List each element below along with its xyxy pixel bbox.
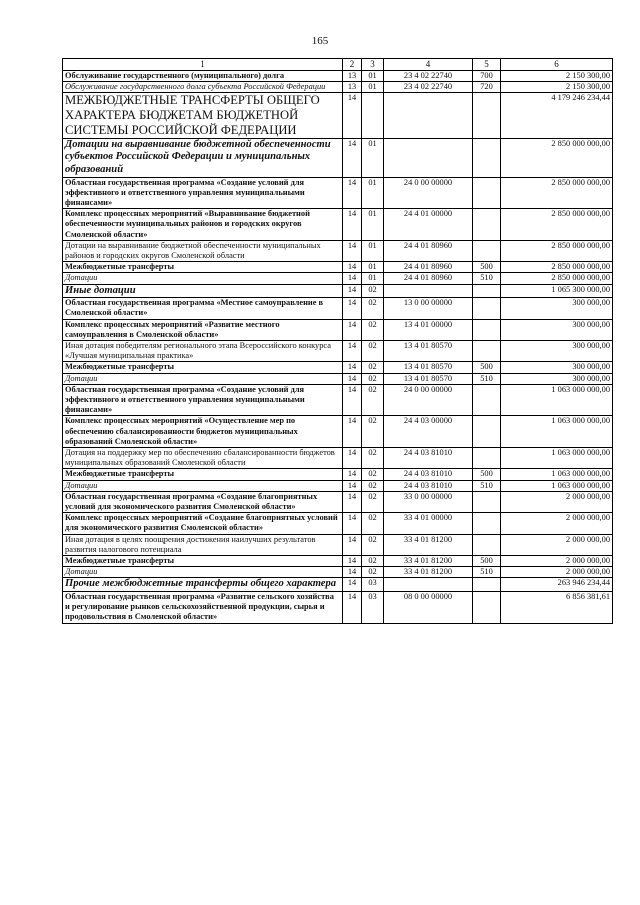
section-cell: 14 [343,209,362,241]
section-cell: 14 [343,138,362,177]
amount-cell: 6 856 381,61 [501,592,613,624]
amount-cell: 1 063 000 000,00 [501,448,613,469]
table-row [63,284,613,298]
expense-type-cell: 500 [473,362,501,373]
section-cell: 14 [343,556,362,567]
subsection-cell: 02 [362,556,384,567]
amount-cell: 2 150 300,00 [501,71,613,82]
expense-type-cell [473,341,501,362]
amount-cell: 2 850 000 000,00 [501,138,613,177]
table-row [63,534,613,555]
subsection-cell: 02 [362,373,384,384]
table-row [63,491,613,512]
subsection-cell: 02 [362,469,384,480]
target-article-cell: 23 4 02 22740 [384,71,473,82]
row-name-cell: Дотация на поддержку мер по обеспечению сбалансированности бюджетов муниципальных образований Смоленской области [63,448,343,469]
section-cell: 14 [343,578,362,592]
section-cell: 14 [343,319,362,340]
target-article-cell: 13 4 01 80570 [384,362,473,373]
section-cell: 14 [343,177,362,209]
expense-type-cell [473,534,501,555]
amount-cell: 1 063 000 000,00 [501,416,613,448]
row-name-cell: Обслуживание государственного долга субъекта Российской Федерации [63,82,343,93]
expense-type-cell [473,319,501,340]
row-name-cell: Комплекс процессных мероприятий «Осуществление мер по обеспечению сбалансированности бюджетов муниципальных образований Смоленской области» [63,416,343,448]
expense-type-cell [473,384,501,416]
table-row [63,71,613,82]
subsection-cell: 01 [362,262,384,273]
table-row [63,469,613,480]
table-row [63,138,613,177]
target-article-cell: 13 4 01 00000 [384,319,473,340]
section-cell: 14 [343,592,362,624]
target-article-cell: 24 0 00 00000 [384,177,473,209]
amount-cell: 2 850 000 000,00 [501,177,613,209]
table-row [63,298,613,319]
table-row [63,592,613,624]
table-row [63,556,613,567]
target-article-cell: 13 0 00 00000 [384,298,473,319]
row-name-cell: Прочие межбюджетные трансферты общего характера [63,578,343,592]
target-article-cell [384,284,473,298]
amount-cell: 2 000 000,00 [501,534,613,555]
amount-cell: 1 063 000 000,00 [501,469,613,480]
column-header: 1 [63,59,343,71]
row-name-cell: Областная государственная программа «Создание условий для эффективного и ответственного управления муниципальными финансами» [63,177,343,209]
table-row [63,93,613,138]
table-row [63,513,613,534]
table-row [63,341,613,362]
subsection-cell: 02 [362,416,384,448]
section-cell: 14 [343,362,362,373]
section-cell: 14 [343,448,362,469]
target-article-cell: 33 4 01 81200 [384,567,473,578]
expense-type-cell [473,138,501,177]
table-row [63,177,613,209]
column-header: 3 [362,59,384,71]
section-cell: 14 [343,273,362,284]
subsection-cell: 02 [362,362,384,373]
row-name-cell: Иная дотация в целях поощрения достижения наилучших результатов развития налогового потенциала [63,534,343,555]
target-article-cell: 13 4 01 80570 [384,373,473,384]
target-article-cell: 24 4 01 80960 [384,262,473,273]
target-article-cell: 24 4 01 00000 [384,209,473,241]
target-article-cell: 24 4 01 80960 [384,240,473,261]
subsection-cell: 02 [362,319,384,340]
row-name-cell: Областная государственная программа «Создание благоприятных условий для экономического развития Смоленской области» [63,491,343,512]
section-cell: 14 [343,416,362,448]
section-cell: 14 [343,284,362,298]
row-name-cell: Межбюджетные трансферты [63,262,343,273]
expense-type-cell [473,513,501,534]
amount-cell: 1 063 000 000,00 [501,384,613,416]
amount-cell: 2 000 000,00 [501,567,613,578]
expense-type-cell: 510 [473,273,501,284]
subsection-cell: 01 [362,82,384,93]
amount-cell: 300 000,00 [501,373,613,384]
table-row [63,209,613,241]
subsection-cell: 02 [362,480,384,491]
target-article-cell: 33 4 01 00000 [384,513,473,534]
expense-type-cell [473,209,501,241]
expense-type-cell: 700 [473,71,501,82]
expense-type-cell: 720 [473,82,501,93]
subsection-cell: 02 [362,534,384,555]
table-row [63,448,613,469]
table-row [63,319,613,340]
expense-type-cell [473,578,501,592]
expense-type-cell: 510 [473,373,501,384]
expense-type-cell [473,448,501,469]
expense-type-cell: 500 [473,556,501,567]
amount-cell: 263 946 234,44 [501,578,613,592]
expense-type-cell [473,298,501,319]
row-name-cell: Дотации [63,480,343,491]
subsection-cell: 03 [362,578,384,592]
subsection-cell: 01 [362,71,384,82]
table-row [63,240,613,261]
row-name-cell: Обслуживание государственного (муниципального) долга [63,71,343,82]
section-cell: 14 [343,567,362,578]
table-row [63,82,613,93]
budget-table [62,58,613,624]
amount-cell: 4 179 246 234,44 [501,93,613,138]
target-article-cell: 13 4 01 80570 [384,341,473,362]
row-name-cell: Комплекс процессных мероприятий «Выравнивание бюджетной обеспеченности муниципальных районов и городских округов Смоленской области» [63,209,343,241]
row-name-cell: Дотации [63,567,343,578]
table-row [63,373,613,384]
section-cell: 14 [343,93,362,138]
expense-type-cell: 510 [473,567,501,578]
expense-type-cell: 500 [473,469,501,480]
target-article-cell: 23 4 02 22740 [384,82,473,93]
expense-type-cell: 500 [473,262,501,273]
table-row [63,416,613,448]
table-row [63,273,613,284]
subsection-cell: 02 [362,284,384,298]
section-cell: 14 [343,240,362,261]
subsection-cell [362,93,384,138]
page-number: 165 [311,35,329,47]
section-cell: 14 [343,513,362,534]
section-cell: 14 [343,534,362,555]
target-article-cell [384,138,473,177]
subsection-cell: 03 [362,592,384,624]
row-name-cell: Комплекс процессных мероприятий «Развитие местного самоуправления в Смоленской области» [63,319,343,340]
amount-cell: 300 000,00 [501,298,613,319]
amount-cell: 2 850 000 000,00 [501,262,613,273]
section-cell: 14 [343,341,362,362]
row-name-cell: Областная государственная программа «Создание условий для эффективного и ответственного управления муниципальными финансами» [63,384,343,416]
subsection-cell: 02 [362,567,384,578]
section-cell: 14 [343,298,362,319]
section-cell: 14 [343,373,362,384]
section-cell: 14 [343,262,362,273]
column-header: 5 [473,59,501,71]
row-name-cell: Межбюджетные трансферты [63,556,343,567]
subsection-cell: 01 [362,240,384,261]
amount-cell: 1 065 300 000,00 [501,284,613,298]
amount-cell: 2 850 000 000,00 [501,209,613,241]
target-article-cell: 33 0 00 00000 [384,491,473,512]
target-article-cell: 24 4 03 81010 [384,448,473,469]
amount-cell: 2 000 000,00 [501,513,613,534]
table-row [63,480,613,491]
row-name-cell: Межбюджетные трансферты [63,469,343,480]
subsection-cell: 02 [362,298,384,319]
section-cell: 14 [343,491,362,512]
row-name-cell: Комплекс процессных мероприятий «Создание благоприятных условий для экономического развития Смоленской области» [63,513,343,534]
section-cell: 13 [343,71,362,82]
table-row [63,262,613,273]
amount-cell: 2 000 000,00 [501,556,613,567]
subsection-cell: 02 [362,491,384,512]
column-header: 2 [343,59,362,71]
subsection-cell: 01 [362,273,384,284]
expense-type-cell [473,93,501,138]
row-name-cell: Областная государственная программа «Развитие сельского хозяйства и регулирование рынков сельскохозяйственной продукции, сырья и продовольствия в Смоленской области» [63,592,343,624]
expense-type-cell [473,416,501,448]
expense-type-cell [473,592,501,624]
target-article-cell: 33 4 01 81200 [384,556,473,567]
subsection-cell: 01 [362,177,384,209]
subsection-cell: 01 [362,209,384,241]
table-header-row [63,59,613,71]
target-article-cell: 24 0 00 00000 [384,384,473,416]
subsection-cell: 01 [362,138,384,177]
subsection-cell: 02 [362,448,384,469]
amount-cell: 300 000,00 [501,362,613,373]
target-article-cell [384,93,473,138]
section-cell: 13 [343,82,362,93]
target-article-cell: 33 4 01 81200 [384,534,473,555]
table-row [63,362,613,373]
row-name-cell: Иная дотация победителям регионального этапа Всероссийского конкурса «Лучшая муниципальная практика» [63,341,343,362]
amount-cell: 300 000,00 [501,341,613,362]
expense-type-cell [473,491,501,512]
row-name-cell: МЕЖБЮДЖЕТНЫЕ ТРАНСФЕРТЫ ОБЩЕГО ХАРАКТЕРА БЮДЖЕТАМ БЮДЖЕТНОЙ СИСТЕМЫ РОССИЙСКОЙ ФЕДЕРАЦИИ [63,93,343,138]
column-header: 4 [384,59,473,71]
amount-cell: 1 063 000 000,00 [501,480,613,491]
subsection-cell: 02 [362,341,384,362]
table-row [63,384,613,416]
target-article-cell: 24 4 01 80960 [384,273,473,284]
row-name-cell: Дотации на выравнивание бюджетной обеспеченности муниципальных районов и городских округов Смоленской области [63,240,343,261]
target-article-cell: 24 4 03 81010 [384,480,473,491]
target-article-cell: 08 0 00 00000 [384,592,473,624]
row-name-cell: Межбюджетные трансферты [63,362,343,373]
row-name-cell: Дотации на выравнивание бюджетной обеспеченности субъектов Российской Федерации и муниципальных образований [63,138,343,177]
subsection-cell: 02 [362,513,384,534]
table-row [63,578,613,592]
section-cell: 14 [343,480,362,491]
amount-cell: 2 850 000 000,00 [501,273,613,284]
expense-type-cell [473,284,501,298]
target-article-cell: 24 4 03 00000 [384,416,473,448]
table-row [63,567,613,578]
expense-type-cell: 510 [473,480,501,491]
row-name-cell: Иные дотации [63,284,343,298]
row-name-cell: Дотации [63,273,343,284]
column-header: 6 [501,59,613,71]
expense-type-cell [473,240,501,261]
row-name-cell: Областная государственная программа «Местное самоуправление в Смоленской области» [63,298,343,319]
section-cell: 14 [343,384,362,416]
expense-type-cell [473,177,501,209]
section-cell: 14 [343,469,362,480]
row-name-cell: Дотации [63,373,343,384]
amount-cell: 2 000 000,00 [501,491,613,512]
target-article-cell [384,578,473,592]
amount-cell: 300 000,00 [501,319,613,340]
amount-cell: 2 150 300,00 [501,82,613,93]
amount-cell: 2 850 000 000,00 [501,240,613,261]
target-article-cell: 24 4 03 81010 [384,469,473,480]
subsection-cell: 02 [362,384,384,416]
